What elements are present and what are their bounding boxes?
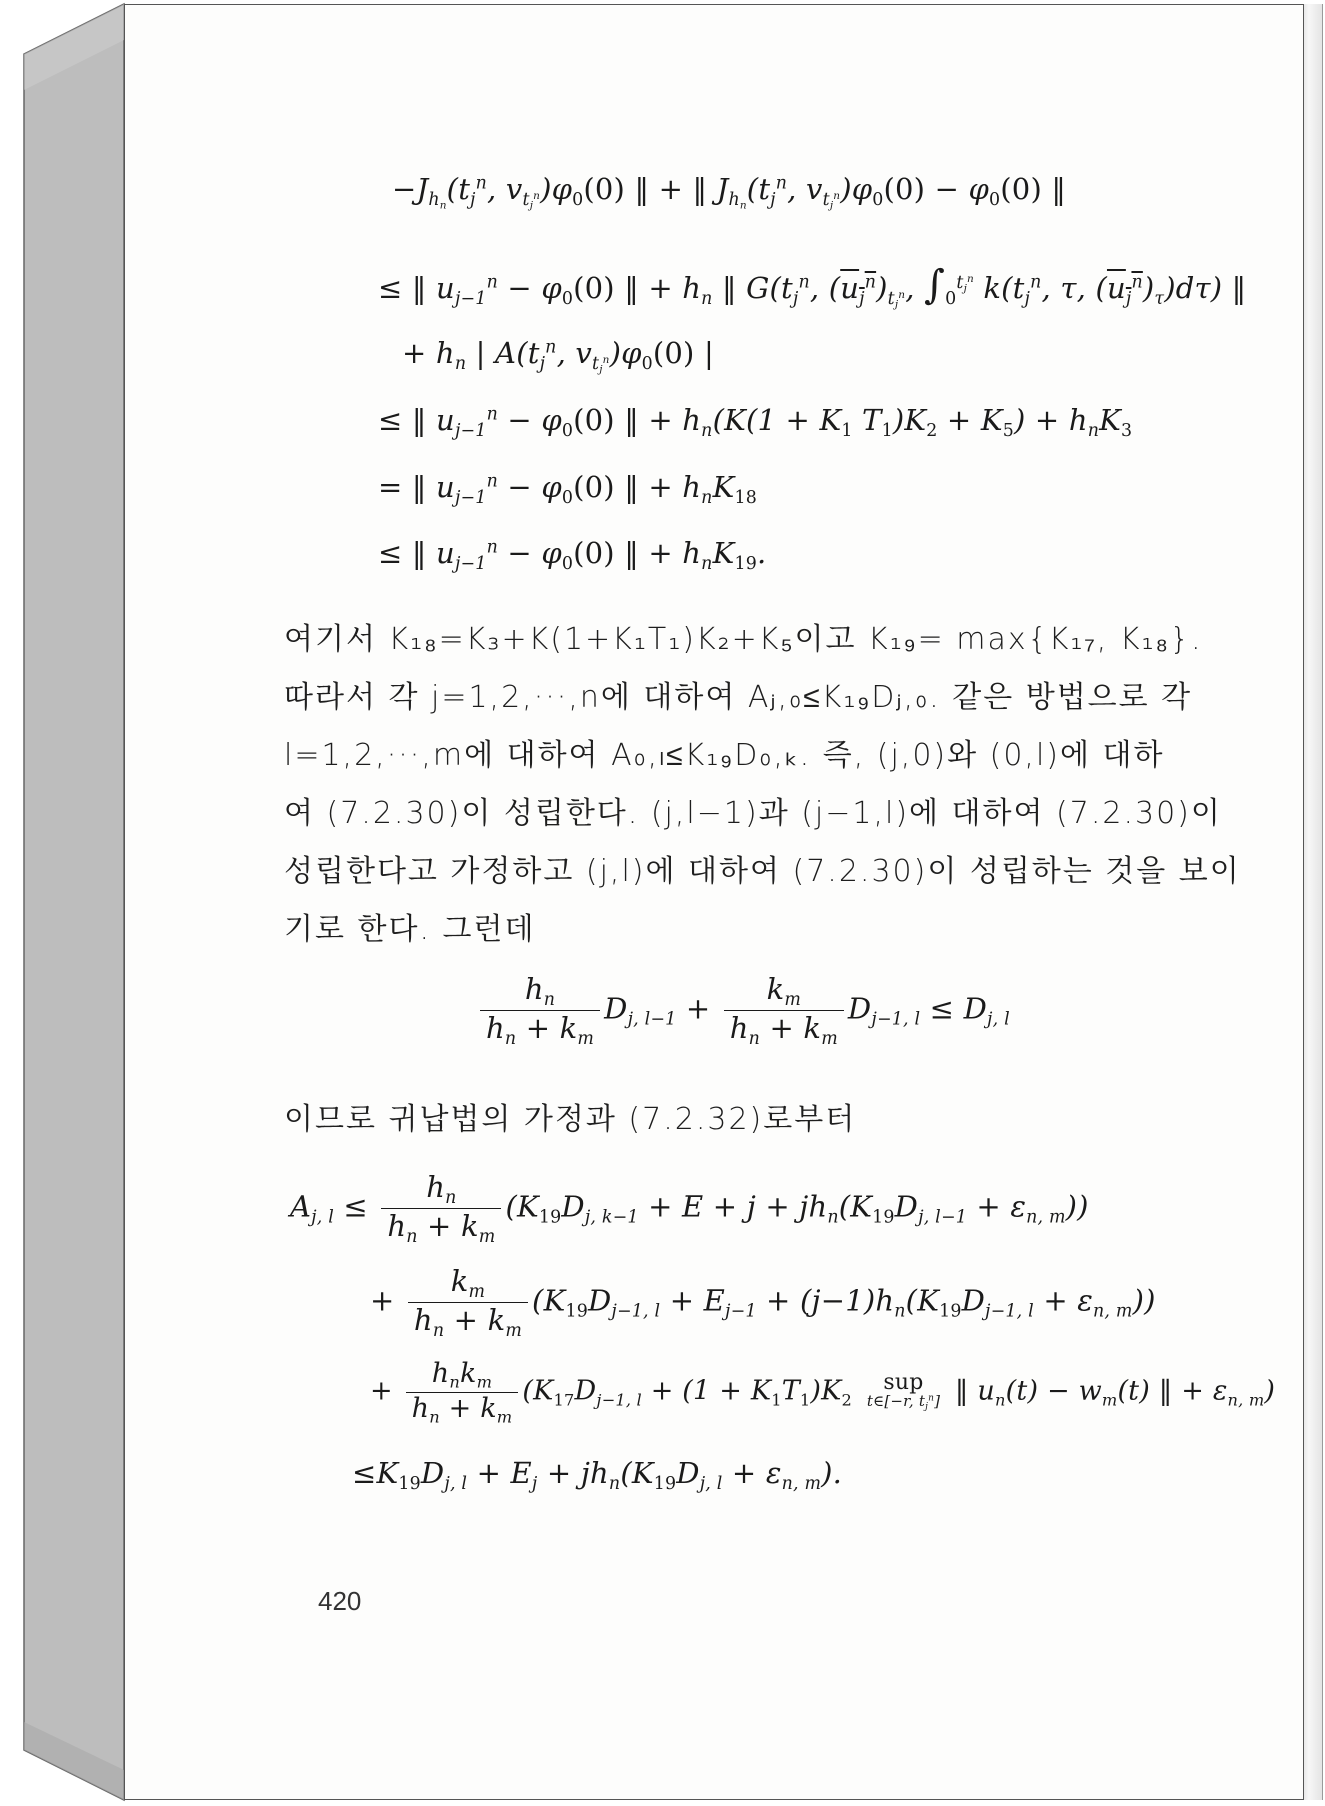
- paragraph-line-1: 여기서 K₁₈=K₃+K(1+K₁T₁)K₂+K₅이고 K₁₉= max{K₁₇, K₁₈}.: [284, 622, 1203, 657]
- paragraph-line-2: 따라서 각 j=1,2,···,n에 대하여 Aⱼ,₀≤K₁₉Dⱼ,₀. 같은 방법으로 각: [284, 680, 1193, 715]
- equation-line-2: ≤ ‖ $u_{j-1}^n - \varphi_0(0)$ ‖ + $h_n$ ‖ $G(t_j^n$, $(u_j^n)_{t_j^n}$, $\int_0^{t_j^n}$ $k(t_j^n$, τ, $(u_j^n)_\tau)d\tau$) ‖: [378, 262, 1247, 311]
- equation-line-6: ≤ ‖ $u_{j-1}^n - \varphi_0(0)$ ‖ + $h_nK_{19}$.: [378, 536, 767, 575]
- paragraph-line-3: l=1,2,···,m에 대하여 A₀,ₗ≤K₁₉D₀,ₖ. 즉, (j,0)와 (0,l)에 대하: [284, 738, 1165, 773]
- equation-line-5: = ‖ $u_{j-1}^n - \varphi_0(0)$ ‖ + $h_nK_{18}$: [378, 470, 757, 509]
- equation-line-4: ≤ ‖ $u_{j-1}^n - \varphi_0(0)$ ‖ + $h_n(K(1 + K_1$ $T_1)K_2 + K_5) + h_nK_3$: [378, 403, 1133, 442]
- display-equation: $\frac{h_n}{h_n + k_m}$ $D_{j, l-1}$ + $\frac{k_m}{h_n + k_m}$ $D_{j-1, l} \le D_{j, l}$: [476, 972, 1010, 1049]
- equation-line-1: $-J_{h_n}(t_j^n$, $v_{t_j^n})\varphi_0(0)$ ‖ + ‖ $J_{h_n}(t_j^n$, $v_{t_j^n})\varphi_0(0) - \varphi_0(0)$ ‖: [392, 172, 1067, 212]
- page-number: 420: [318, 1586, 362, 1616]
- paragraph-line-5: 성립한다고 가정하고 (j,l)에 대하여 (7.2.30)이 성립하는 것을 보이: [284, 854, 1241, 889]
- paragraph-line-7: 이므로 귀납법의 가정과 (7.2.32)로부터: [284, 1102, 857, 1137]
- inequality-line-2: + $\frac{k_m}{h_n + k_m}$ $(K_{19}D_{j-1, l} + E_{j-1} + (j-1)h_n(K_{19}D_{j-1, l} + \varepsilon_{n, m}))$: [370, 1264, 1156, 1342]
- paragraph-line-4: 여 (7.2.30)이 성립한다. (j,l−1)과 (j−1,l)에 대하여 (7.2.30)이: [284, 796, 1222, 831]
- paragraph-line-6: 기로 한다. 그런데: [284, 912, 536, 947]
- equation-line-3: + $h_n$ | $A(t_j^n$, $v_{t_j^n})\varphi_0(0)$ |: [402, 336, 714, 376]
- inequality-line-1: $A_{j, l}$ ≤ $\frac{h_n}{h_n + k_m}$ $(K_{19}D_{j, k-1} + E + j + jh_n(K_{19}D_{j, l-1} + \varepsilon_{n, m}))$: [290, 1170, 1089, 1248]
- inequality-line-3: + $\frac{h_nk_m}{h_n + k_m}$ ($K_{17}D_{j-1, l} + (1 + K_1T_1)K_2$ sup t∈[−r, $t_j^n$] ‖ $u_n(t) - w_m(t)$ ‖ + $\varepsilon_{n, m}$): [370, 1358, 1276, 1427]
- inequality-line-4: $\le K_{19}D_{j, l} + E_j + jh_n(K_{19}D_{j, l} + \varepsilon_{n, m})$.: [352, 1456, 843, 1495]
